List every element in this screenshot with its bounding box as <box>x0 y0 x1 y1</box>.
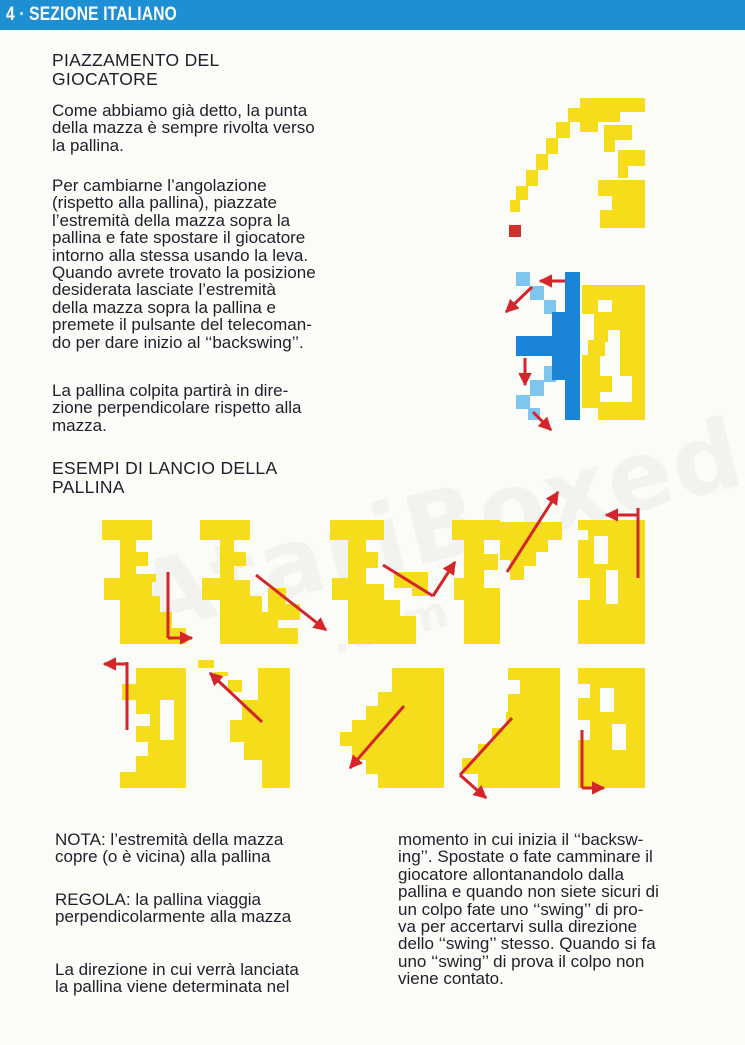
note-label: NOTA: <box>55 830 106 849</box>
example-row-1 <box>102 492 645 644</box>
example-row-2 <box>104 660 645 798</box>
ball-marker <box>509 225 521 237</box>
golfer-figure-swing <box>506 272 645 430</box>
example-figure-9 <box>460 668 560 798</box>
paragraph-change-angle: Per cambiarne l’angolazione (rispetto alla pallina), piazzate l’estremità della mazza sopra la pallina e fate spostare il giocatore intorno alla stessa usando la leva. Quando avrete trovato la posizione desiderata lasciate l’estremità della mazza sopra la pallina e premete il pulsante del telecoman- do per dare inizio al ‘‘backswing’’. <box>52 176 316 352</box>
heading-player-placement: PIAZZAMENTO DEL GIOCATORE <box>52 50 220 89</box>
paragraph-club-tip: Come abbiamo già detto, la punta della mazza è sempre rivolta verso la pallina. <box>52 101 315 155</box>
rule-text: la pallina viaggia perpendicolarmente alla mazza <box>55 890 292 927</box>
example-figure-2 <box>200 520 326 644</box>
heading-launch-examples: ESEMPI DI LANCIO DELLA PALLINA <box>52 458 278 497</box>
example-figure-1 <box>102 520 192 644</box>
paragraph-ball-direction: La pallina colpita partirà in dire- zione perpendicolare rispetto alla mazza. <box>52 381 302 435</box>
example-figure-7 <box>198 660 290 788</box>
note-text: l’estremità della mazza copre (o è vicina) alla pallina <box>55 830 284 867</box>
example-figure-8 <box>340 668 444 788</box>
example-figure-10 <box>578 668 645 788</box>
example-figure-3 <box>330 520 455 644</box>
example-figure-6 <box>104 662 186 788</box>
rule-label: REGOLA: <box>55 890 131 909</box>
right-column-paragraph: momento in cui inizia il ‘‘backsw- ing’’. Spostate o fate camminare il giocatore allontanandolo dalla pallina e quando non siete sicuri di un colpo fate uno ‘‘swing’’ di pro- va per accertarvi sulla direzione dello ‘‘swing’’ stesso. Quando si fa uno ‘‘swing’’ di prova il colpo non viene contato. <box>398 830 659 989</box>
example-figure-4 <box>452 492 562 644</box>
golfer-figure-top <box>510 98 645 228</box>
example-figure-5 <box>578 508 645 644</box>
direction-paragraph: La direzione in cui verrà lanciata la pallina viene determinata nel <box>55 960 299 997</box>
section-title: 4 · SEZIONE ITALIANO <box>6 4 177 25</box>
